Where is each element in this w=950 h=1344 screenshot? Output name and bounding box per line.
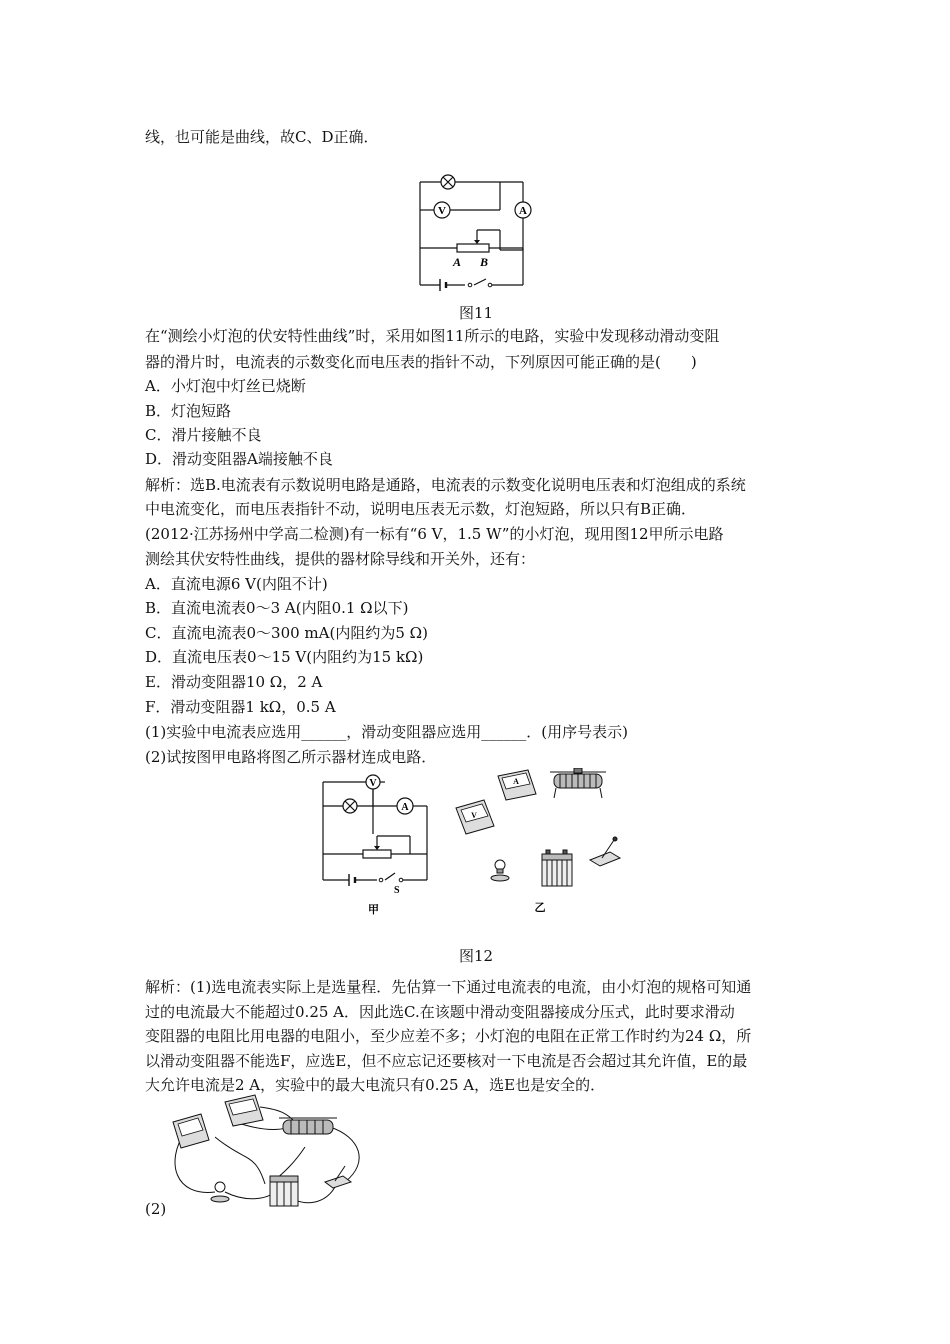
q2-sub2: (2)试按图甲电路将图乙所示器材连成电路． — [145, 748, 437, 766]
ammeter-device-icon — [498, 770, 536, 800]
rheostat-device-icon — [550, 768, 606, 798]
label-yi: 乙 — [534, 902, 546, 914]
q2-option-a: A．直流电源6 V(内阻不计) — [145, 575, 328, 593]
q2-stem-line1: (2012·江苏扬州中学高二检测)有一标有“6 V，1.5 W”的小灯泡，现用图12甲所示电路 — [145, 525, 724, 543]
q1-option-c: C．滑片接触不良 — [145, 426, 262, 444]
q2-sub1: (1)实验中电流表应选用______，滑动变阻器应选用______．(用序号表示) — [145, 723, 628, 741]
jia-ammeter-label: A — [401, 802, 409, 813]
q1-option-d: D．滑动变阻器A端接触不良 — [145, 450, 333, 468]
end-b-label: B — [480, 255, 489, 269]
answer-2-label: (2) — [145, 1200, 167, 1218]
q1-stem-line1: 在“测绘小灯泡的伏安特性曲线”时，采用如图11所示的电路，实验中发现移动滑动变阻 — [145, 327, 720, 345]
switch-label: S — [394, 885, 400, 896]
yi-voltmeter-label: V — [471, 811, 477, 820]
continuation-text: 线，也可能是曲线，故C、D正确． — [145, 128, 379, 146]
answer-battery-icon — [270, 1176, 298, 1206]
q2-analysis-line4: 以滑动变阻器不能选F，应选E，但不应忘记还要核对一下电流是否会超过其允许值，E的最 — [145, 1052, 748, 1070]
switch-device-icon — [590, 837, 620, 866]
q2-analysis-line3: 变阻器的电阻比用电器的电阻小，至少应差不多；小灯泡的电阻在正常工作时约为24 Ω，所 — [145, 1027, 752, 1045]
q1-option-b: B．灯泡短路 — [145, 402, 232, 420]
q2-option-c: C．直流电流表0～300 mA(内阻约为5 Ω) — [145, 624, 428, 642]
voltmeter-device-icon — [456, 800, 494, 834]
jia-voltmeter-label: V — [369, 778, 377, 789]
q2-analysis-line1: 解析：(1)选电流表实际上是选量程．先估算一下通过电流表的电流，由小灯泡的规格可知通 — [145, 978, 752, 996]
q1-analysis-line1: 解析：选B.电流表有示数说明电路是通路，电流表的示数变化说明电压表和灯泡组成的系统 — [145, 476, 746, 494]
answer-voltmeter-icon — [173, 1114, 209, 1148]
figure-11-circuit — [410, 170, 540, 295]
end-a-label: A — [453, 255, 462, 269]
answer-ammeter-icon — [225, 1095, 263, 1126]
q1-option-a: A．小灯泡中灯丝已烧断 — [145, 377, 306, 395]
lamp-device-icon — [491, 860, 509, 881]
q1-stem-line2: 器的滑片时，电流表的示数变化而电压表的指针不动，下列原因可能正确的是( ) — [145, 353, 697, 371]
figure-12-jia-circuit — [315, 770, 440, 920]
q2-analysis-line5: 大允许电流是2 A，实验中的最大电流只有0.25 A，选E也是安全的． — [145, 1076, 606, 1094]
q2-analysis-line2: 过的电流最大不能超过0.25 A．因此选C.在该题中滑动变阻器接成分压式，此时要求滑动 — [145, 1003, 735, 1021]
q2-option-f: F．滑动变阻器1 kΩ，0.5 A — [145, 698, 336, 716]
yi-ammeter-label: A — [513, 777, 519, 786]
figure-11-caption: 图11 — [459, 304, 494, 322]
answer-rheostat-icon — [279, 1118, 337, 1134]
voltmeter-label: V — [438, 205, 446, 217]
battery-device-icon — [542, 850, 572, 886]
figure-12-caption: 图12 — [459, 947, 494, 965]
figure-12-yi-apparatus — [450, 768, 630, 918]
q2-option-d: D．直流电压表0～15 V(内阻约为15 kΩ) — [145, 648, 424, 666]
q2-stem-line2: 测绘其伏安特性曲线，提供的器材除导线和开关外，还有： — [145, 550, 536, 568]
q1-analysis-line2: 中电流变化，而电压表指针不动，说明电压表无示数，灯泡短路，所以只有B正确． — [145, 500, 697, 518]
ammeter-label: A — [519, 205, 527, 217]
label-jia: 甲 — [368, 904, 379, 916]
q2-option-e: E．滑动变阻器10 Ω，2 A — [145, 673, 323, 691]
answer-2-wiring-picture — [165, 1092, 375, 1212]
answer-switch-icon — [325, 1166, 351, 1188]
q2-option-b: B．直流电流表0～3 A(内阻0.1 Ω以下) — [145, 599, 409, 617]
